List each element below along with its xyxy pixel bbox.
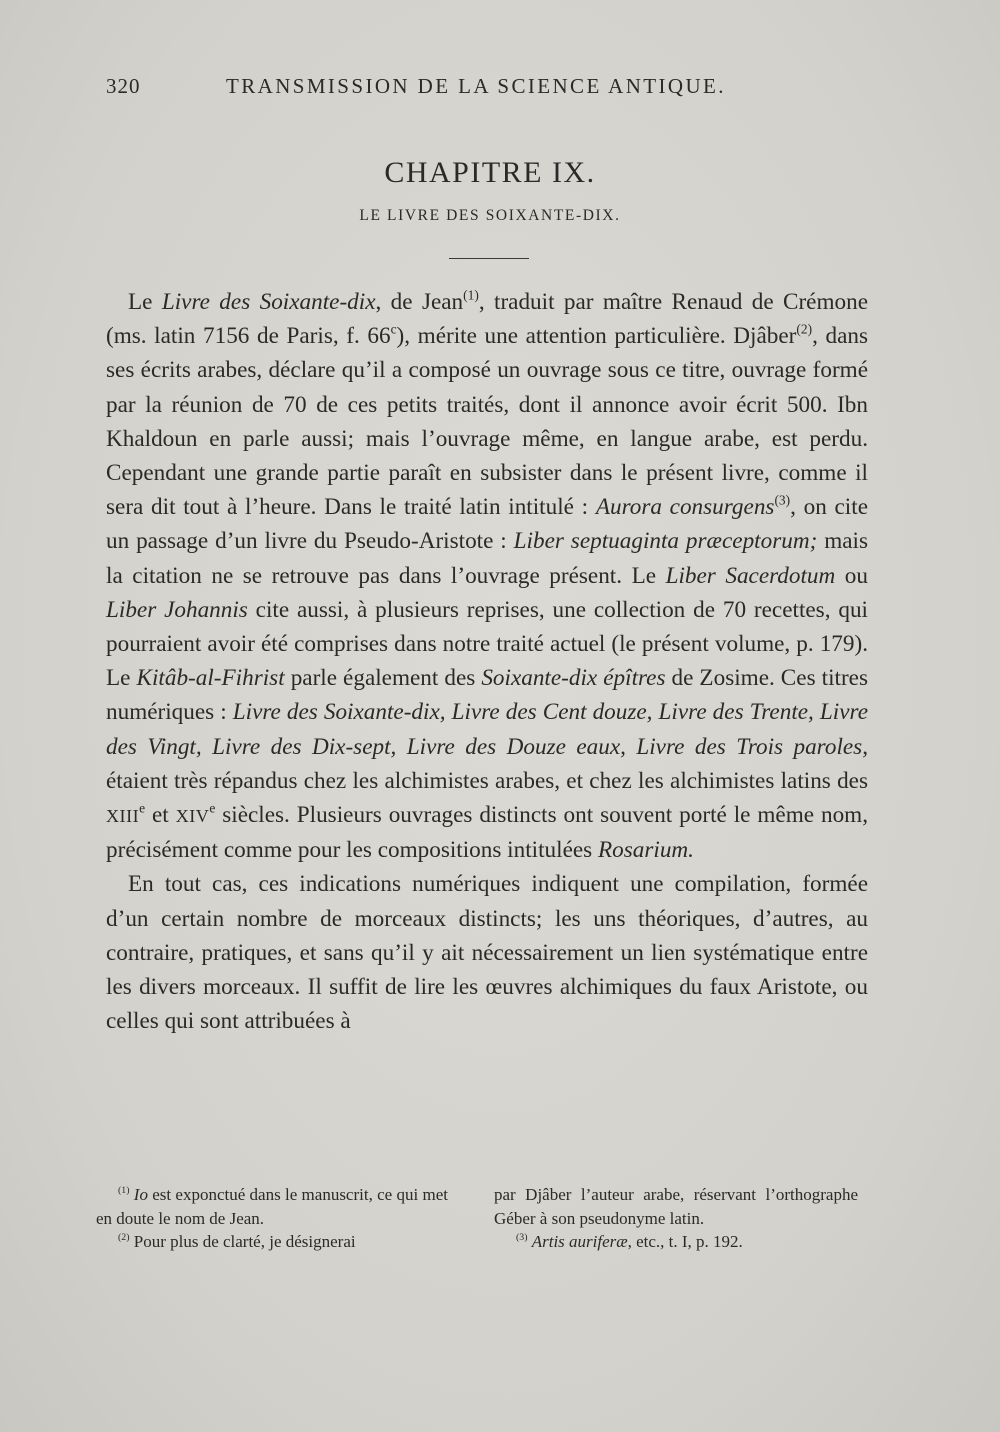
text-run: Le [128, 289, 162, 315]
text-run: de Zosime. Ces titres numériques : [106, 665, 868, 726]
footnote-ref-3: (3) [774, 492, 791, 508]
text-run: , dans ses écrits arabes, déclare qu’il a composé un ouvrage sous ce titre, ouvrage formé par la réunion de 70 de ces petits traités, dont il annonce avoir écrit 500. Ibn Khaldoun en parle aussi; mais l’ouvrage même, en langue arabe, est perdu. Cependant une grande partie paraît en subsister dans le présent livre, comme il sera dit tout à l’heure. Dans le traité latin intitulé : [106, 323, 868, 521]
small-caps-run: XIV [175, 806, 210, 827]
running-title: TRANSMISSION DE LA SCIENCE ANTIQUE. [226, 74, 726, 98]
footnote-ref-2: (2) [796, 321, 813, 337]
italic-run: Livre des Soixante-dix [161, 289, 376, 315]
running-header [106, 74, 876, 106]
footnotes-right-column [494, 1183, 858, 1254]
body-text [106, 285, 868, 1038]
text-run: ou [835, 562, 868, 589]
superscript: e [139, 800, 146, 816]
superscript: c [390, 321, 397, 337]
text-run: mais la citation ne se retrouve pas dans l’ouvrage présent. Le [106, 528, 868, 589]
italic-run: Soixante-dix épîtres [481, 665, 666, 692]
text-run: étaient très répandus chez les alchimistes arabes, et chez les alchimistes latins des [106, 767, 868, 794]
chapter-subtitle [0, 207, 1000, 225]
italic-run: Kitâb-al-Fihrist [136, 665, 285, 692]
text-run: est exponctué dans le manuscrit, ce qui met en doute le nom de Jean. [96, 1185, 448, 1228]
text-run: Pour plus de clarté, je désignerai [129, 1232, 356, 1251]
paragraph-1 [106, 285, 868, 867]
footnote-mark: (2) [118, 1232, 130, 1244]
italic-run: Rosarium. [598, 837, 694, 864]
footnote-2 [96, 1230, 448, 1254]
italic-run: Liber Sacerdotum [665, 562, 836, 589]
footnote-ref-1: (1) [463, 287, 479, 303]
text-run: et [145, 802, 176, 829]
chapter-title-text: CHAPITRE IX. [384, 156, 596, 189]
text-run: cite aussi, à plusieurs reprises, une collection de 70 recettes, qui pourraient avoir été comprises dans notre traité actuel (le présent volume, p. 179). Le [106, 596, 868, 692]
italic-run: Livre des Soixante-dix, Livre des Cent douze, Livre des Trente, Livre des Vingt, Livre des Dix-sept, Livre des Douze eaux, Livre des Trois paroles, [106, 699, 868, 760]
text-run: , on cite un passage d’un livre du Pseudo-Aristote : [106, 494, 868, 555]
text-run: , traduit par maître Renaud de Crémone (ms. latin 7156 de Paris, f. 66 [106, 289, 868, 350]
text-run: parle également des [284, 665, 482, 692]
text-run: , etc., t. I, p. 192. [627, 1232, 743, 1251]
chapter-title [0, 156, 1000, 190]
chapter-subtitle-text: LE LIVRE DES SOIXANTE-DIX. [359, 207, 621, 224]
page-number: 320 [106, 74, 141, 98]
text-run: ), mérite une attention particulière. Djâber [396, 323, 797, 350]
text-run: siècles. Plusieurs ouvrages distincts ont souvent porté le même nom, précisément comme pour les compositions intitulées [106, 802, 869, 864]
title-rule [449, 258, 529, 259]
superscript: e [209, 800, 216, 816]
footnotes-left-column [96, 1183, 448, 1254]
italic-run: Aurora consurgens [595, 494, 775, 521]
footnote-2-continued: par Djâber l’auteur arabe, réservant l’orthographe Géber à son pseudonyme latin. [494, 1185, 858, 1228]
paragraph-2: En tout cas, ces indications numériques indiquent une compilation, formée d’un certain nombre de morceaux distincts; les uns théoriques, d’autres, au contraire, pratiques, et sans qu’il y ait nécessairement un lien systématique entre les divers morceaux. Il suffit de lire les œuvres alchimiques du faux Aristote, ou celles qui sont attribuées à [106, 871, 868, 1035]
footnote-1 [96, 1183, 448, 1230]
italic-run: Liber Johannis [106, 596, 248, 623]
small-caps-run: XIII [106, 806, 140, 827]
footnote-mark: (3) [516, 1232, 528, 1244]
text-run: , de Jean [375, 289, 464, 315]
italic-run: Artis auriferæ [531, 1232, 628, 1251]
italic-run: Liber septuaginta præceptorum; [513, 528, 818, 555]
italic-run: Io [133, 1185, 148, 1204]
footnote-3 [494, 1230, 858, 1254]
footnote-mark: (1) [118, 1185, 130, 1197]
